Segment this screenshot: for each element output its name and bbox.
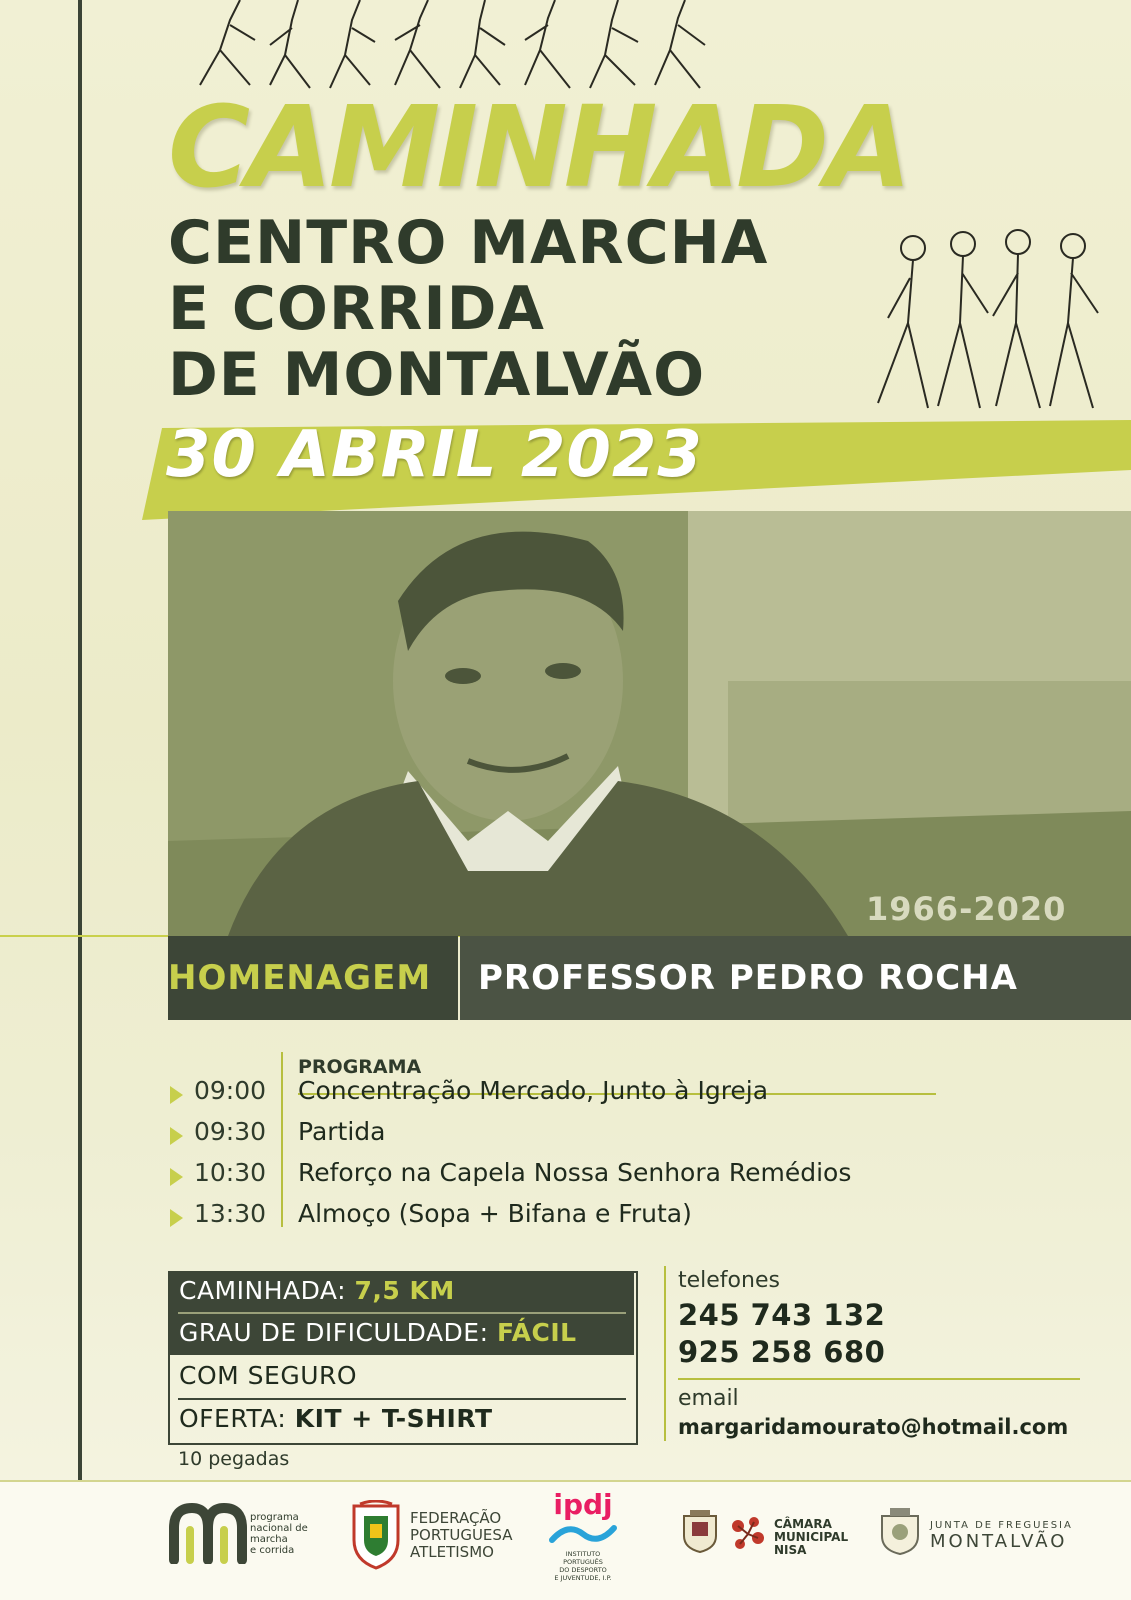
footer-divider (0, 1480, 1131, 1482)
ipdj-text-line: E JUVENTUDE, I.P. (554, 1574, 612, 1582)
junta-text-top: JUNTA DE FREGUESIA (930, 1520, 1073, 1531)
program-item (168, 1158, 968, 1194)
contacts-separator (678, 1378, 1080, 1380)
pnmc-text-line: programa (250, 1512, 299, 1523)
program-item (168, 1117, 968, 1153)
ipdj-mark: ipdj (553, 1488, 613, 1521)
program-heading: PROGRAMA (298, 1056, 422, 1078)
junta-text-name: MONTALVÃO (930, 1531, 1068, 1552)
ipdj-wave-icon (548, 1520, 618, 1546)
program-item (168, 1199, 968, 1235)
junta-logo-text (930, 1520, 1073, 1552)
nisa-crest-icon (680, 1508, 720, 1558)
nisa-flower-icon (726, 1514, 770, 1558)
fpa-text-line: FEDERAÇÃO (410, 1509, 502, 1527)
nisa-logo-text (774, 1518, 848, 1557)
pnmc-text-line: marcha (250, 1534, 288, 1545)
nisa-text-line: NISA (774, 1543, 807, 1557)
pnmc-text-line: e corrida (250, 1545, 295, 1556)
phone-number: 925 258 680 (678, 1335, 886, 1369)
pnmc-logo-icon (168, 1500, 248, 1564)
nisa-text-line: MUNICIPAL (774, 1530, 849, 1544)
walkers-illustration-top (180, 0, 740, 90)
nisa-text-line: CÂMARA (774, 1517, 832, 1531)
contacts-divider (664, 1266, 666, 1441)
fpa-logo (350, 1500, 402, 1572)
pnmc-logo (168, 1500, 248, 1564)
homage-label: HOMENAGEM (168, 958, 432, 998)
pnmc-logo-text (250, 1512, 308, 1556)
ipdj-text-line: INSTITUTO PORTUGUÊS (563, 1550, 603, 1566)
program-time: 10:30 (194, 1158, 267, 1187)
arrow-icon (170, 1209, 183, 1227)
portrait-photo (168, 511, 1131, 936)
subtitle-line: DE MONTALVÃO (168, 340, 706, 410)
subtitle-line: CENTRO MARCHA (168, 208, 769, 278)
walkers-illustration-right (868, 228, 1123, 413)
offer-row (168, 1399, 634, 1441)
program-description: Reforço na Capela Nossa Senhora Remédios (298, 1158, 852, 1187)
event-title: CAMINHADA (168, 83, 908, 213)
pnmc-text-line: nacional de (250, 1523, 308, 1534)
program-time: 13:30 (194, 1199, 267, 1228)
left-frame-line (78, 0, 82, 1480)
program-time: 09:30 (194, 1117, 267, 1146)
junta-crest-icon (878, 1506, 922, 1560)
offer-label: OFERTA: (179, 1404, 295, 1433)
event-subtitle (168, 210, 768, 408)
program-description: Partida (298, 1117, 386, 1146)
info-divider (178, 1312, 626, 1314)
arrow-icon (170, 1127, 183, 1145)
offer-value: KIT + T-SHIRT (294, 1404, 493, 1433)
program-item (168, 1076, 968, 1112)
distance-label: CAMINHADA: (179, 1276, 355, 1305)
pegadas-note: 10 pegadas (178, 1448, 290, 1470)
email-label: email (678, 1386, 739, 1411)
distance-text (179, 1276, 455, 1305)
offer-text (179, 1404, 493, 1433)
fpa-logo-text (410, 1510, 512, 1561)
phones-label: telefones (678, 1268, 780, 1293)
program-description: Concentração Mercado, Junto à Igreja (298, 1076, 769, 1105)
email-address: margaridamourato@hotmail.com (678, 1415, 1069, 1439)
distance-row (168, 1271, 634, 1313)
difficulty-row (168, 1313, 634, 1355)
homage-name: PROFESSOR PEDRO ROCHA (478, 958, 1018, 998)
insurance-row (168, 1356, 634, 1398)
fpa-crest-icon (350, 1500, 402, 1572)
difficulty-text (179, 1318, 577, 1347)
insurance-text: COM SEGURO (179, 1361, 358, 1390)
program-time: 09:00 (194, 1076, 267, 1105)
ipdj-text (548, 1550, 618, 1582)
arrow-icon (170, 1086, 183, 1104)
ipdj-text-line: DO DESPORTO (559, 1566, 607, 1574)
life-years: 1966-2020 (866, 890, 1067, 928)
difficulty-value: FÁCIL (496, 1318, 577, 1347)
distance-value: 7,5 KM (354, 1276, 455, 1305)
event-date: 30 ABRIL 2023 (166, 418, 703, 492)
subtitle-line: E CORRIDA (168, 274, 545, 344)
program-description: Almoço (Sopa + Bifana e Fruta) (298, 1199, 692, 1228)
fpa-text-line: ATLETISMO (410, 1543, 494, 1561)
arrow-icon (170, 1168, 183, 1186)
difficulty-label: GRAU DE DIFICULDADE: (179, 1318, 497, 1347)
ipdj-logo (548, 1490, 618, 1590)
fpa-text-line: PORTUGUESA (410, 1526, 513, 1544)
phone-number: 245 743 132 (678, 1298, 886, 1332)
